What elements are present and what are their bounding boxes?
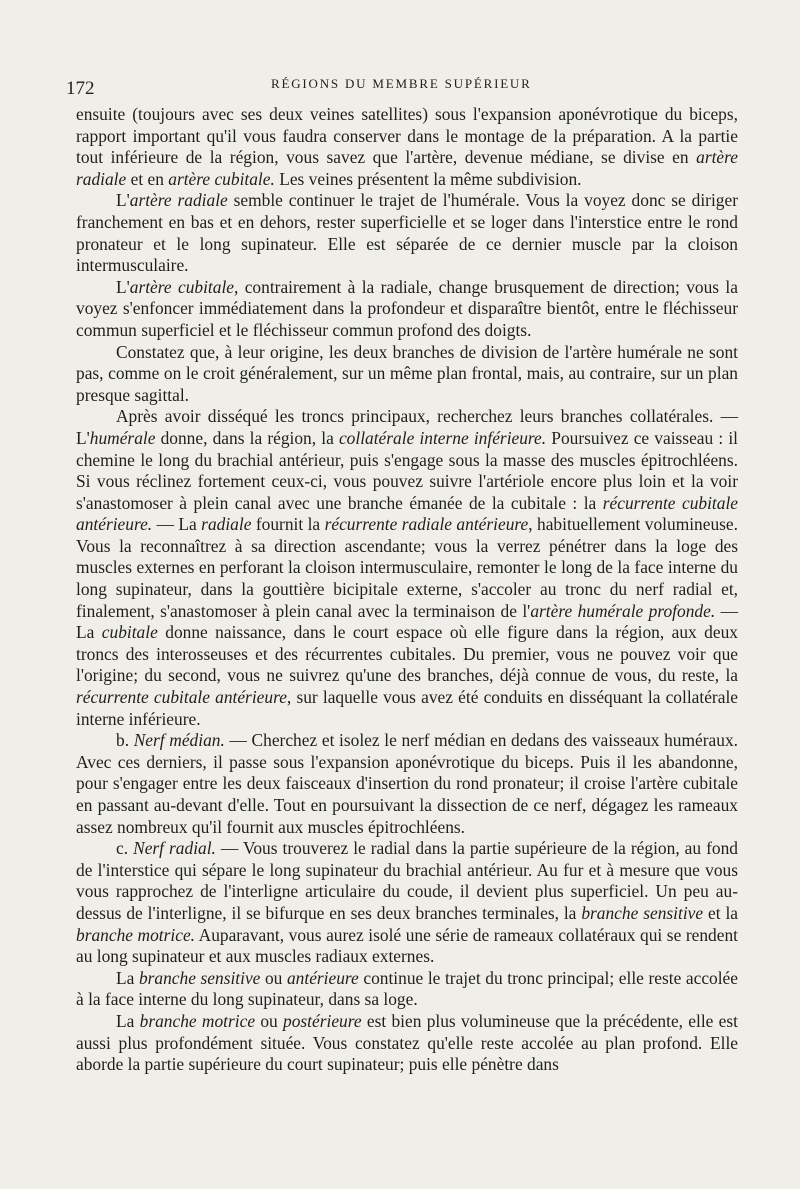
text-run: ensuite (toujours avec ses deux veines satellites) sous l'expansion aponévrotique du biceps, rapport important qu'il vous faudra conserver dans le montage de la préparation. A la partie tout inférieure de la région, vous savez que l'artère, devenue médiane, se divise en: [76, 104, 738, 168]
italic-term: artère radiale: [76, 147, 738, 189]
text-run: continue le trajet du tronc principal; elle reste accolée à la face interne du long supinateur, dans sa loge.: [76, 967, 738, 1010]
text-run: , sur laquelle vous avez été conduits en disséquant la collatérale interne inférieure.: [76, 687, 738, 729]
text-run: — Cherchez et isolez le nerf médian en dedans des vaisseaux huméraux. Avec ces derniers, il passe sous l'expansion aponévrotique du biceps. Puis il les abandonne, pour s'engager entre les deux faisceaux d'insertion du rond pronateur; il croise l'artère cubitale en passant au-devant d'elle. Tout en poursuivant la dissection de ce nerf, dégagez les rameaux assez nombreux qu'il fournit aux muscles épitrochléens.: [76, 730, 739, 837]
italic-term: Nerf radial.: [133, 838, 216, 859]
text-run: , contrairement à la radiale, change brusquement de direction; vous la voyez s'enfoncer immédiatement dans la profondeur et disparaître bientôt, entre le fléchisseur commun superficiel et le fléchisseur commun profond des doigts.: [76, 276, 738, 340]
text-run: , habituellement volumineuse. Vous la reconnaîtrez à sa direction ascendante; vous la verrez pénétrer dans la loge des muscles externes en perforant la cloison intermusculaire, remonter le long de la face interne du long supinateur, dans la gouttière bicipitale externe, s'accoler au tronc du nerf radial et, finalement, s'anastomoser à plein canal avec la terminaison de l': [76, 514, 738, 621]
text-run: La: [116, 1010, 140, 1031]
italic-term: branche motrice.: [76, 924, 196, 945]
paragraph: [76, 342, 738, 407]
text-run: fournit la: [251, 514, 325, 535]
italic-term: radiale: [201, 514, 252, 535]
text-run: L': [116, 276, 130, 297]
text-run: est bien plus volumineuse que la précédente, elle est aussi plus profondément située. Vous constatez qu'elle reste accolée au plan profond. Elle aborde la partie supérieure du court supinateur; puis elle pénètre dans: [76, 1010, 739, 1075]
text-run: et en: [126, 168, 169, 189]
italic-term: cubitale: [101, 622, 158, 643]
text-run: ou: [255, 1010, 284, 1031]
text-run: b.: [116, 730, 134, 751]
italic-term: branche sensitive: [138, 967, 261, 988]
text-run: L': [116, 190, 130, 211]
paragraph: [76, 190, 738, 276]
text-run: et la: [703, 902, 739, 923]
italic-term: artère cubitale: [129, 276, 234, 297]
paragraph: [76, 968, 738, 1011]
page-number: 172: [66, 78, 95, 99]
paragraph: [76, 730, 738, 838]
text-run: La: [116, 967, 139, 988]
italic-term: récurrente radiale antérieure: [324, 514, 529, 535]
text-run: Poursuivez ce vaisseau : il chemine le long du brachial antérieur, puis s'engage sous la masse des muscles épitrochléens. Si vous réclinez fortement ceux-ci, vous pouvez suivre l'artériole encore plus loin et la voir s'anastomoser à plein canal avec une branche émanée de la cubitale : la: [76, 427, 738, 513]
text-run: — La: [76, 600, 738, 643]
running-title: RÉGIONS DU MEMBRE SUPÉRIEUR: [271, 76, 532, 91]
italic-term: Nerf médian.: [133, 730, 225, 751]
italic-term: humérale: [89, 427, 156, 448]
italic-term: collatérale interne inférieure.: [338, 427, 547, 448]
italic-term: récurrente cubitale antérieure.: [76, 492, 738, 535]
italic-term: branche motrice: [139, 1010, 256, 1031]
text-run: ou: [260, 967, 287, 988]
text-run: — La: [152, 514, 202, 535]
body-text: [76, 104, 738, 1076]
italic-term: artère humérale profonde.: [530, 600, 716, 621]
text-run: Auparavant, vous aurez isolé une série de rameaux collatéraux qui se rendent au long supinateur et aux muscles radiaux externes.: [76, 924, 738, 967]
text-run: donne naissance, dans le court espace où elle figure dans la région, aux deux troncs des interosseuses et des récurrentes cubitales. Du premier, vous ne pouvez voir que l'origine; du second, vous ne suivrez qu'une des branches, déjà connue de vous, du reste, la: [76, 622, 738, 686]
paragraph: [76, 277, 738, 342]
paragraph: [76, 1011, 738, 1076]
text-run: semble continuer le trajet de l'humérale. Vous la voyez donc se diriger franchement en bas et en dehors, rester superficielle et se loger dans l'interstice entre le rond pronateur et le long supinateur. Elle est séparée de ce dernier muscle par la cloison intermusculaire.: [76, 190, 738, 276]
paragraph: [76, 838, 738, 968]
italic-term: postérieure: [283, 1010, 362, 1031]
text-run: — Vous trouverez le radial dans la partie supérieure de la région, au fond de l'interstice qui sépare le long supinateur du brachial antérieur. Au fur et à mesure que vous vous rapprochez de l'interligne articulaire du coude, il devient plus superficiel. Un peu au-dessus de l'interligne, il se bifurque en ses deux branches terminales, la: [76, 838, 738, 923]
text-run: Les veines présentent la même subdivision.: [274, 168, 582, 189]
text-run: Constatez que, à leur origine, les deux branches de division de l'artère humérale ne sont pas, comme on le croit généralement, sur un même plan frontal, mais, au contraire, sur un plan presque sagittal.: [76, 341, 738, 405]
italic-term: artère radiale: [129, 190, 228, 211]
italic-term: antérieure: [286, 967, 359, 988]
paragraph: [76, 406, 738, 730]
text-run: donne, dans la région, la: [155, 427, 339, 448]
italic-term: branche sensitive: [581, 902, 704, 923]
page-header: [66, 74, 736, 98]
text-run: Après avoir disséqué les troncs principaux, recherchez leurs branches collatérales. — L': [76, 406, 738, 448]
italic-term: récurrente cubitale antérieure: [76, 687, 287, 708]
italic-term: artère cubitale.: [168, 168, 275, 189]
text-run: c.: [116, 838, 134, 859]
paragraph: [76, 104, 738, 190]
